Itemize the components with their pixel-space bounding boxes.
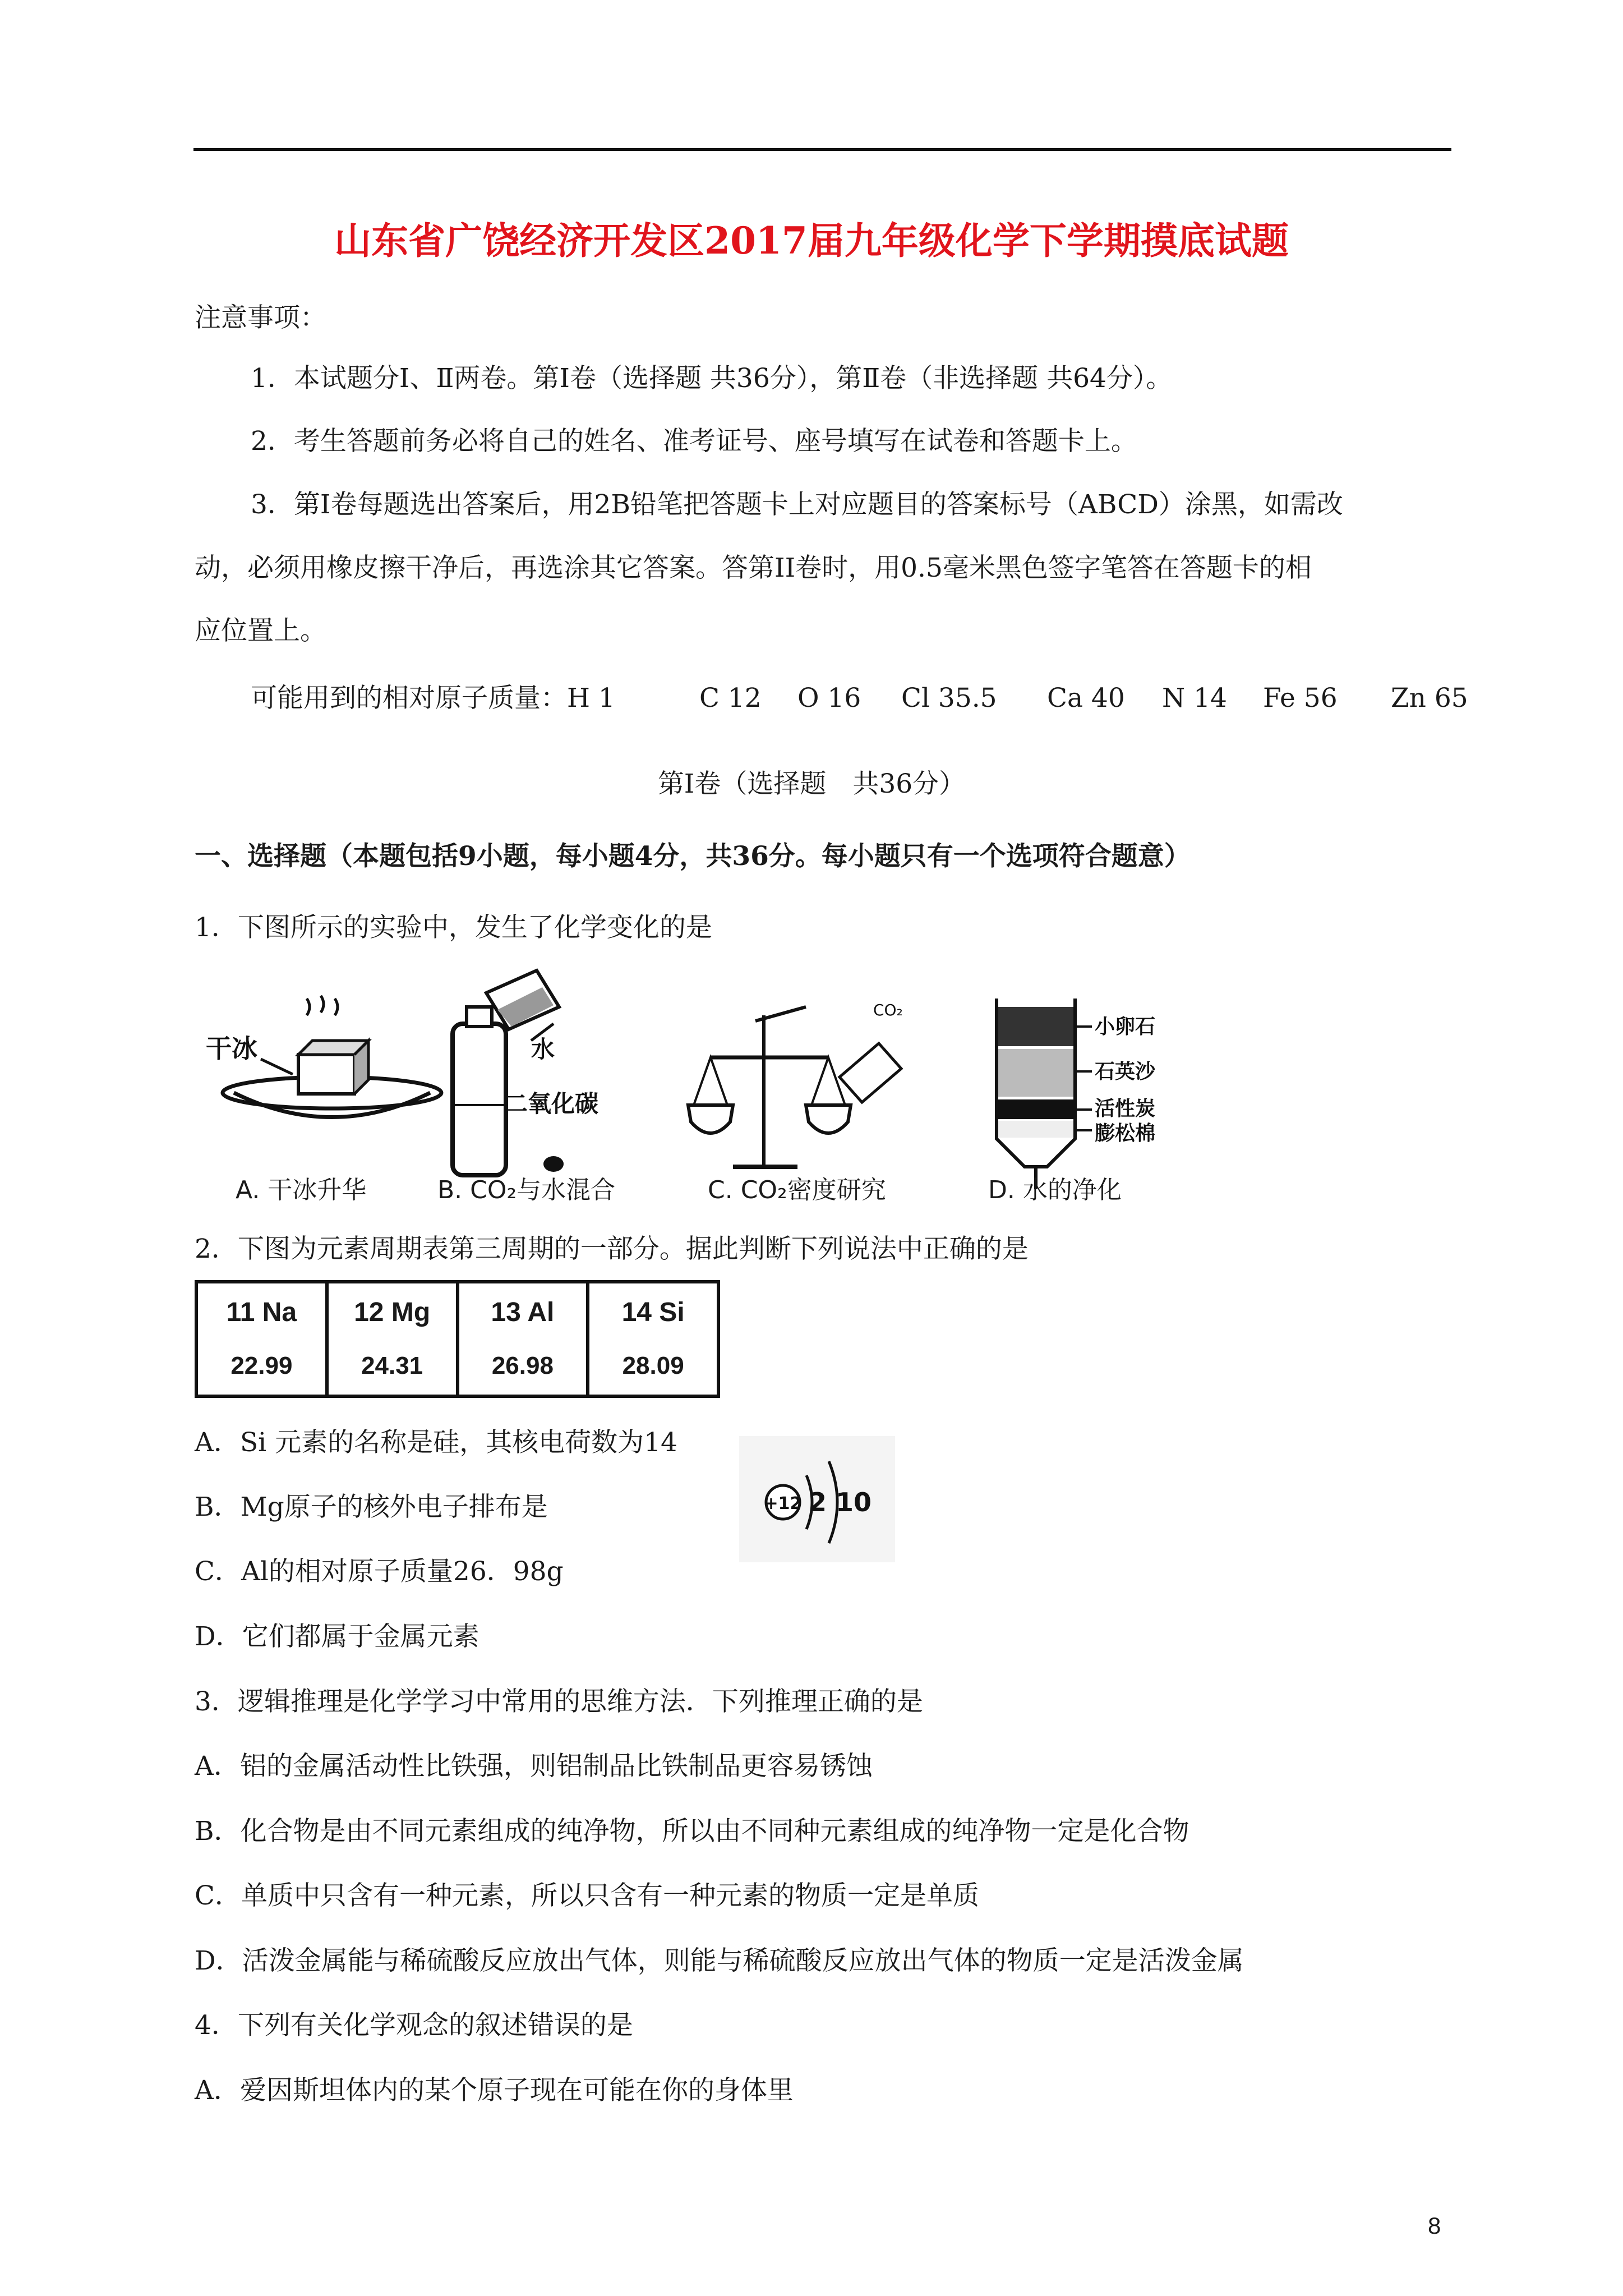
dry-ice-label: 干冰 xyxy=(206,1033,257,1064)
q2-option-c: C．Al的相对原子质量26．98g xyxy=(195,1556,564,1587)
page-number: 8 xyxy=(1428,2212,1441,2239)
atomic-mass-o: O 16 xyxy=(797,683,861,714)
mg-electron-diagram xyxy=(739,1436,895,1562)
periodic-table-fragment xyxy=(195,1280,720,1398)
q4-option-a: A．爱因斯坦体内的某个原子现在可能在你的身体里 xyxy=(195,2075,794,2106)
atomic-mass-c: C 12 xyxy=(699,683,762,714)
element-symbol: 12 Mg xyxy=(354,1297,431,1327)
co2-bottle-label: 二氧化碳 xyxy=(504,1090,599,1117)
dry-ice-illustration xyxy=(206,996,441,1117)
co2-gas-label: CO₂ xyxy=(873,1001,903,1019)
q4-stem: 4．下列有关化学观念的叙述错误的是 xyxy=(195,2010,633,2041)
atomic-mass-fe: Fe 56 xyxy=(1263,683,1338,714)
bottle-illustration xyxy=(453,970,598,1175)
element-cell-na xyxy=(198,1283,329,1395)
atomic-masses-label: 可能用到的相对原子质量： xyxy=(251,683,567,714)
notice-3: 3．第Ⅰ卷每题选出答案后，用2B铅笔把答题卡上对应题目的答案标号（ABCD）涂黑，如需改 xyxy=(251,489,1343,520)
q2-option-b: B．Mg原子的核外电子排布是 xyxy=(195,1492,548,1522)
element-mass: 24.31 xyxy=(361,1352,423,1379)
q1-caption-d: D. 水的净化 xyxy=(988,1176,1122,1204)
section-heading: 一、选择题（本题包括9小题，每小题4分，共36分。每小题只有一个选项符合题意） xyxy=(195,841,1191,872)
water-filter-illustration xyxy=(997,999,1156,1189)
q3-stem: 3．逻辑推理是化学学习中常用的思维方法．下列推理正确的是 xyxy=(195,1686,923,1717)
atomic-mass-cl: Cl 35.5 xyxy=(901,683,997,714)
element-mass: 28.09 xyxy=(622,1352,684,1379)
notice-3-end: 应位置上。 xyxy=(195,615,326,646)
q1-caption-a: A. 干冰升华 xyxy=(236,1176,367,1204)
q2-option-d: D．它们都属于金属元素 xyxy=(195,1621,479,1652)
element-mass: 26.98 xyxy=(491,1352,554,1379)
q3-option-a: A．铝的金属活动性比铁强，则铝制品比铁制品更容易锈蚀 xyxy=(195,1751,873,1782)
notice-2: 2．考生答题前务必将自己的姓名、准考证号、座号填写在试卷和答题卡上。 xyxy=(251,426,1137,457)
q1-stem: 1．下图所示的实验中，发生了化学变化的是 xyxy=(195,912,712,943)
notice-1: 1．本试题分Ⅰ、Ⅱ两卷。第Ⅰ卷（选择题 共36分），第Ⅱ卷（非选择题 共64分）。 xyxy=(251,363,1173,394)
q2-stem: 2．下图为元素周期表第三周期的一部分。据此判断下列说法中正确的是 xyxy=(195,1234,1029,1264)
element-cell-mg xyxy=(329,1283,459,1395)
pebble-label: 小卵石 xyxy=(1095,1015,1156,1038)
activated-carbon-label: 活性炭 xyxy=(1095,1097,1156,1120)
element-cell-al xyxy=(459,1283,590,1395)
quartz-sand-label: 石英沙 xyxy=(1095,1060,1156,1083)
element-cell-si xyxy=(589,1283,717,1395)
atomic-mass-zn: Zn 65 xyxy=(1391,683,1468,714)
element-symbol: 11 Na xyxy=(226,1297,297,1327)
element-symbol: 13 Al xyxy=(491,1297,555,1327)
q2-option-a: A．Si 元素的名称是硅，其核电荷数为14 xyxy=(195,1427,677,1458)
header-rule xyxy=(193,148,1451,151)
element-mass: 22.99 xyxy=(230,1352,293,1379)
q1-caption-c: C. CO₂密度研究 xyxy=(708,1176,886,1204)
atomic-mass-n: N 14 xyxy=(1162,683,1227,714)
balance-illustration xyxy=(688,1001,903,1167)
q3-option-d: D．活泼金属能与稀硫酸反应放出气体，则能与稀硫酸反应放出气体的物质一定是活泼金属 xyxy=(195,1945,1244,1976)
notice-heading: 注意事项： xyxy=(195,302,326,333)
electron-shells: 2 10 xyxy=(808,1487,872,1517)
water-label: 水 xyxy=(531,1036,555,1063)
atomic-mass-h: H 1 xyxy=(567,683,615,714)
notice-3-cont: 动，必须用橡皮擦干净后，再选涂其它答案。答第II卷时，用0.5毫米黑色签字笔答在答题卡的相 xyxy=(195,553,1312,583)
element-symbol: 14 Si xyxy=(621,1297,685,1327)
nucleus-charge: +12 xyxy=(764,1494,802,1513)
cotton-label: 膨松棉 xyxy=(1095,1122,1156,1145)
page-title: 山东省广饶经济开发区2017届九年级化学下学期摸底试题 xyxy=(334,219,1289,263)
q3-option-b: B．化合物是由不同元素组成的纯净物，所以由不同种元素组成的纯净物一定是化合物 xyxy=(195,1816,1189,1847)
atomic-mass-ca: Ca 40 xyxy=(1047,683,1125,714)
atomic-masses xyxy=(251,682,1468,715)
q1-caption-b: B. CO₂与水混合 xyxy=(437,1176,616,1204)
volume-heading: 第Ⅰ卷（选择题 共36分） xyxy=(657,769,966,799)
q3-option-c: C．单质中只含有一种元素，所以只含有一种元素的物质一定是单质 xyxy=(195,1880,979,1911)
